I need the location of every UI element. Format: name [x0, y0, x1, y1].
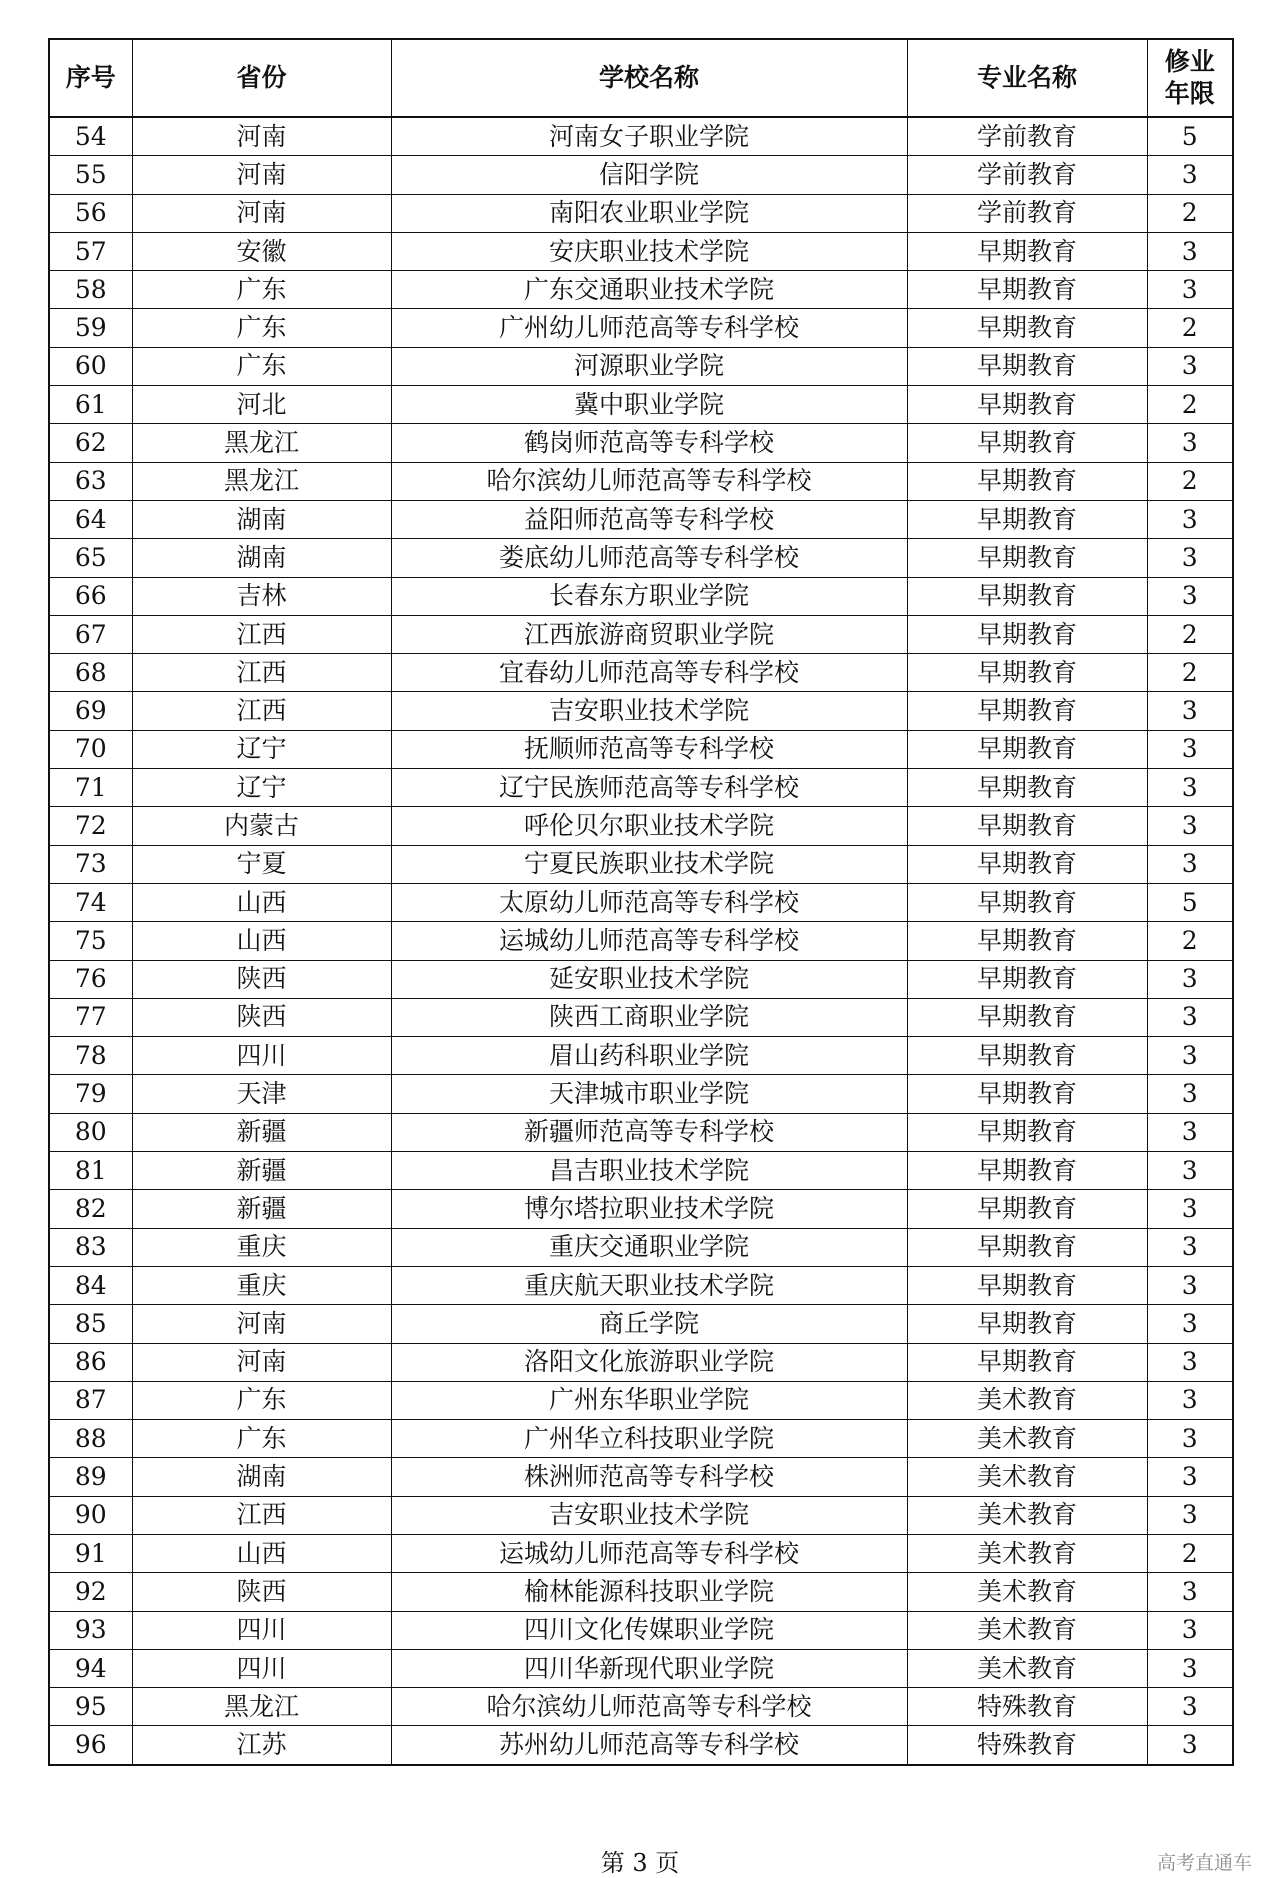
cell-school: 鹤岗师范高等专科学校	[391, 424, 907, 462]
cell-years: 3	[1147, 1037, 1233, 1075]
cell-province: 黑龙江	[132, 1688, 391, 1726]
table-row	[49, 1152, 1233, 1190]
cell-major: 学前教育	[907, 117, 1147, 156]
table-row	[49, 1458, 1233, 1496]
cell-major: 早期教育	[907, 309, 1147, 347]
table-row	[49, 1343, 1233, 1381]
cell-major: 早期教育	[907, 1305, 1147, 1343]
cell-years: 3	[1147, 1688, 1233, 1726]
table-row	[49, 462, 1233, 500]
cell-province: 广东	[132, 1381, 391, 1419]
cell-province: 江西	[132, 1496, 391, 1534]
cell-province: 吉林	[132, 577, 391, 615]
cell-school: 重庆航天职业技术学院	[391, 1266, 907, 1304]
header-major: 专业名称	[907, 39, 1147, 117]
table-row	[49, 500, 1233, 538]
cell-years: 3	[1147, 1305, 1233, 1343]
cell-province: 江西	[132, 692, 391, 730]
table-row	[49, 1726, 1233, 1765]
cell-index: 96	[49, 1726, 132, 1765]
cell-major: 早期教育	[907, 271, 1147, 309]
cell-index: 60	[49, 347, 132, 385]
cell-years: 3	[1147, 1381, 1233, 1419]
cell-major: 早期教育	[907, 615, 1147, 653]
cell-school: 吉安职业技术学院	[391, 1496, 907, 1534]
cell-major: 早期教育	[907, 922, 1147, 960]
cell-school: 四川华新现代职业学院	[391, 1649, 907, 1687]
cell-major: 早期教育	[907, 1152, 1147, 1190]
cell-school: 运城幼儿师范高等专科学校	[391, 922, 907, 960]
table-row	[49, 1496, 1233, 1534]
table-row	[49, 424, 1233, 462]
table-row	[49, 1573, 1233, 1611]
header-school: 学校名称	[391, 39, 907, 117]
cell-major: 早期教育	[907, 1266, 1147, 1304]
cell-years: 3	[1147, 692, 1233, 730]
cell-province: 江苏	[132, 1726, 391, 1765]
cell-province: 广东	[132, 1420, 391, 1458]
cell-index: 80	[49, 1113, 132, 1151]
cell-years: 3	[1147, 1343, 1233, 1381]
cell-index: 63	[49, 462, 132, 500]
cell-index: 91	[49, 1534, 132, 1572]
cell-province: 江西	[132, 615, 391, 653]
cell-years: 3	[1147, 1573, 1233, 1611]
cell-years: 2	[1147, 615, 1233, 653]
cell-index: 82	[49, 1190, 132, 1228]
table-row	[49, 1075, 1233, 1113]
cell-years: 3	[1147, 1611, 1233, 1649]
cell-years: 3	[1147, 577, 1233, 615]
table-row	[49, 539, 1233, 577]
cell-index: 89	[49, 1458, 132, 1496]
cell-province: 宁夏	[132, 845, 391, 883]
cell-school: 安庆职业技术学院	[391, 232, 907, 270]
cell-index: 57	[49, 232, 132, 270]
table-row	[49, 615, 1233, 653]
table-row	[49, 1037, 1233, 1075]
cell-years: 3	[1147, 424, 1233, 462]
cell-major: 早期教育	[907, 845, 1147, 883]
cell-index: 54	[49, 117, 132, 156]
cell-province: 山西	[132, 1534, 391, 1572]
table-row	[49, 1381, 1233, 1419]
cell-index: 65	[49, 539, 132, 577]
cell-major: 早期教育	[907, 1190, 1147, 1228]
cell-index: 70	[49, 730, 132, 768]
cell-years: 3	[1147, 1420, 1233, 1458]
cell-index: 94	[49, 1649, 132, 1687]
cell-index: 69	[49, 692, 132, 730]
cell-index: 81	[49, 1152, 132, 1190]
cell-index: 86	[49, 1343, 132, 1381]
cell-years: 2	[1147, 654, 1233, 692]
cell-years: 3	[1147, 539, 1233, 577]
cell-major: 早期教育	[907, 692, 1147, 730]
table-row	[49, 156, 1233, 194]
cell-school: 江西旅游商贸职业学院	[391, 615, 907, 653]
header-province: 省份	[132, 39, 391, 117]
cell-school: 重庆交通职业学院	[391, 1228, 907, 1266]
cell-province: 山西	[132, 922, 391, 960]
cell-major: 早期教育	[907, 539, 1147, 577]
cell-school: 株洲师范高等专科学校	[391, 1458, 907, 1496]
table-row	[49, 271, 1233, 309]
cell-index: 77	[49, 998, 132, 1036]
cell-province: 新疆	[132, 1190, 391, 1228]
cell-school: 冀中职业学院	[391, 386, 907, 424]
cell-index: 75	[49, 922, 132, 960]
table-row	[49, 347, 1233, 385]
cell-school: 苏州幼儿师范高等专科学校	[391, 1726, 907, 1765]
cell-major: 早期教育	[907, 347, 1147, 385]
cell-index: 67	[49, 615, 132, 653]
cell-index: 66	[49, 577, 132, 615]
cell-index: 72	[49, 807, 132, 845]
cell-index: 64	[49, 500, 132, 538]
cell-school: 呼伦贝尔职业技术学院	[391, 807, 907, 845]
cell-years: 3	[1147, 1113, 1233, 1151]
cell-province: 黑龙江	[132, 424, 391, 462]
table-row	[49, 1688, 1233, 1726]
cell-years: 3	[1147, 500, 1233, 538]
cell-province: 河南	[132, 156, 391, 194]
table-row	[49, 845, 1233, 883]
cell-years: 3	[1147, 1649, 1233, 1687]
table-row	[49, 1266, 1233, 1304]
cell-index: 74	[49, 883, 132, 921]
cell-major: 早期教育	[907, 883, 1147, 921]
cell-major: 美术教育	[907, 1496, 1147, 1534]
cell-major: 早期教育	[907, 960, 1147, 998]
cell-school: 眉山药科职业学院	[391, 1037, 907, 1075]
cell-major: 早期教育	[907, 1343, 1147, 1381]
cell-years: 2	[1147, 462, 1233, 500]
cell-years: 2	[1147, 309, 1233, 347]
table-row	[49, 232, 1233, 270]
cell-major: 早期教育	[907, 730, 1147, 768]
cell-province: 江西	[132, 654, 391, 692]
cell-index: 93	[49, 1611, 132, 1649]
cell-years: 3	[1147, 1496, 1233, 1534]
cell-index: 83	[49, 1228, 132, 1266]
cell-province: 广东	[132, 271, 391, 309]
cell-index: 79	[49, 1075, 132, 1113]
cell-province: 湖南	[132, 539, 391, 577]
cell-major: 美术教育	[907, 1458, 1147, 1496]
cell-years: 3	[1147, 1458, 1233, 1496]
cell-index: 73	[49, 845, 132, 883]
cell-school: 广州幼儿师范高等专科学校	[391, 309, 907, 347]
cell-index: 71	[49, 769, 132, 807]
table-row	[49, 1305, 1233, 1343]
cell-province: 四川	[132, 1649, 391, 1687]
header-years	[1147, 39, 1233, 117]
table-row	[49, 692, 1233, 730]
cell-years: 2	[1147, 194, 1233, 232]
cell-major: 早期教育	[907, 386, 1147, 424]
cell-school: 商丘学院	[391, 1305, 907, 1343]
cell-school: 哈尔滨幼儿师范高等专科学校	[391, 462, 907, 500]
cell-school: 广州东华职业学院	[391, 1381, 907, 1419]
cell-province: 辽宁	[132, 769, 391, 807]
cell-years: 3	[1147, 769, 1233, 807]
cell-index: 55	[49, 156, 132, 194]
table-row	[49, 807, 1233, 845]
cell-province: 天津	[132, 1075, 391, 1113]
table-header	[49, 39, 1233, 117]
cell-school: 哈尔滨幼儿师范高等专科学校	[391, 1688, 907, 1726]
cell-school: 信阳学院	[391, 156, 907, 194]
cell-province: 重庆	[132, 1266, 391, 1304]
cell-school: 博尔塔拉职业技术学院	[391, 1190, 907, 1228]
cell-school: 陕西工商职业学院	[391, 998, 907, 1036]
cell-school: 运城幼儿师范高等专科学校	[391, 1534, 907, 1572]
cell-school: 宜春幼儿师范高等专科学校	[391, 654, 907, 692]
table-row	[49, 922, 1233, 960]
cell-years: 2	[1147, 1534, 1233, 1572]
cell-school: 抚顺师范高等专科学校	[391, 730, 907, 768]
cell-school: 昌吉职业技术学院	[391, 1152, 907, 1190]
header-years-line1: 修业	[1164, 47, 1215, 76]
cell-school: 长春东方职业学院	[391, 577, 907, 615]
table-row	[49, 1420, 1233, 1458]
cell-province: 湖南	[132, 1458, 391, 1496]
header-row	[49, 39, 1233, 117]
cell-major: 早期教育	[907, 769, 1147, 807]
cell-index: 88	[49, 1420, 132, 1458]
header-years-line2: 年限	[1164, 79, 1215, 108]
table-row	[49, 117, 1233, 156]
cell-major: 美术教育	[907, 1649, 1147, 1687]
cell-years: 3	[1147, 156, 1233, 194]
cell-school: 延安职业技术学院	[391, 960, 907, 998]
cell-school: 宁夏民族职业技术学院	[391, 845, 907, 883]
cell-province: 新疆	[132, 1113, 391, 1151]
cell-major: 学前教育	[907, 194, 1147, 232]
cell-years: 3	[1147, 807, 1233, 845]
cell-years: 3	[1147, 1190, 1233, 1228]
table-row	[49, 194, 1233, 232]
cell-years: 3	[1147, 1266, 1233, 1304]
cell-province: 黑龙江	[132, 462, 391, 500]
cell-years: 3	[1147, 232, 1233, 270]
cell-major: 早期教育	[907, 462, 1147, 500]
cell-major: 早期教育	[907, 1075, 1147, 1113]
cell-years: 3	[1147, 347, 1233, 385]
table-row	[49, 960, 1233, 998]
cell-years: 3	[1147, 271, 1233, 309]
cell-years: 5	[1147, 117, 1233, 156]
table-row	[49, 730, 1233, 768]
cell-index: 68	[49, 654, 132, 692]
cell-years: 3	[1147, 1228, 1233, 1266]
cell-school: 太原幼儿师范高等专科学校	[391, 883, 907, 921]
table-row	[49, 1611, 1233, 1649]
table-row	[49, 386, 1233, 424]
cell-school: 新疆师范高等专科学校	[391, 1113, 907, 1151]
table-row	[49, 1113, 1233, 1151]
table-row	[49, 1534, 1233, 1572]
cell-major: 早期教育	[907, 1228, 1147, 1266]
cell-school: 河南女子职业学院	[391, 117, 907, 156]
cell-major: 早期教育	[907, 500, 1147, 538]
cell-province: 重庆	[132, 1228, 391, 1266]
cell-province: 河北	[132, 386, 391, 424]
cell-school: 榆林能源科技职业学院	[391, 1573, 907, 1611]
header-index: 序号	[49, 39, 132, 117]
cell-province: 陕西	[132, 1573, 391, 1611]
cell-index: 78	[49, 1037, 132, 1075]
cell-major: 早期教育	[907, 577, 1147, 615]
cell-school: 洛阳文化旅游职业学院	[391, 1343, 907, 1381]
cell-province: 河南	[132, 194, 391, 232]
cell-province: 河南	[132, 1305, 391, 1343]
cell-province: 广东	[132, 347, 391, 385]
cell-school: 广州华立科技职业学院	[391, 1420, 907, 1458]
table-row	[49, 1649, 1233, 1687]
cell-province: 陕西	[132, 960, 391, 998]
cell-index: 58	[49, 271, 132, 309]
cell-province: 山西	[132, 883, 391, 921]
table-row	[49, 309, 1233, 347]
cell-school: 吉安职业技术学院	[391, 692, 907, 730]
cell-index: 85	[49, 1305, 132, 1343]
cell-major: 早期教育	[907, 1037, 1147, 1075]
cell-index: 87	[49, 1381, 132, 1419]
cell-major: 美术教育	[907, 1611, 1147, 1649]
cell-province: 辽宁	[132, 730, 391, 768]
cell-major: 美术教育	[907, 1420, 1147, 1458]
cell-province: 安徽	[132, 232, 391, 270]
table-body	[49, 117, 1233, 1765]
watermark-text: 高考直通车	[1156, 1852, 1252, 1874]
cell-major: 美术教育	[907, 1534, 1147, 1572]
page-number: 第 3 页	[600, 1849, 680, 1877]
table-row	[49, 577, 1233, 615]
cell-index: 76	[49, 960, 132, 998]
cell-province: 新疆	[132, 1152, 391, 1190]
cell-years: 3	[1147, 998, 1233, 1036]
cell-school: 广东交通职业技术学院	[391, 271, 907, 309]
cell-years: 5	[1147, 883, 1233, 921]
cell-school: 娄底幼儿师范高等专科学校	[391, 539, 907, 577]
cell-major: 学前教育	[907, 156, 1147, 194]
cell-school: 河源职业学院	[391, 347, 907, 385]
cell-province: 湖南	[132, 500, 391, 538]
table-row	[49, 1228, 1233, 1266]
cell-major: 特殊教育	[907, 1688, 1147, 1726]
cell-years: 3	[1147, 960, 1233, 998]
cell-province: 河南	[132, 117, 391, 156]
cell-major: 早期教育	[907, 998, 1147, 1036]
cell-major: 美术教育	[907, 1381, 1147, 1419]
cell-province: 陕西	[132, 998, 391, 1036]
table-row	[49, 883, 1233, 921]
table-row	[49, 769, 1233, 807]
cell-province: 四川	[132, 1037, 391, 1075]
cell-major: 早期教育	[907, 424, 1147, 462]
cell-major: 特殊教育	[907, 1726, 1147, 1765]
cell-major: 美术教育	[907, 1573, 1147, 1611]
cell-index: 84	[49, 1266, 132, 1304]
cell-major: 早期教育	[907, 232, 1147, 270]
table-row	[49, 654, 1233, 692]
cell-years: 2	[1147, 922, 1233, 960]
cell-years: 3	[1147, 845, 1233, 883]
cell-years: 3	[1147, 730, 1233, 768]
cell-major: 早期教育	[907, 654, 1147, 692]
school-major-table	[48, 38, 1234, 1766]
cell-school: 辽宁民族师范高等专科学校	[391, 769, 907, 807]
cell-major: 早期教育	[907, 807, 1147, 845]
cell-province: 内蒙古	[132, 807, 391, 845]
cell-index: 62	[49, 424, 132, 462]
cell-index: 90	[49, 1496, 132, 1534]
cell-province: 广东	[132, 309, 391, 347]
cell-years: 3	[1147, 1152, 1233, 1190]
cell-index: 95	[49, 1688, 132, 1726]
cell-province: 四川	[132, 1611, 391, 1649]
cell-index: 61	[49, 386, 132, 424]
table-row	[49, 998, 1233, 1036]
cell-years: 3	[1147, 1726, 1233, 1765]
cell-school: 益阳师范高等专科学校	[391, 500, 907, 538]
cell-years: 2	[1147, 386, 1233, 424]
cell-province: 河南	[132, 1343, 391, 1381]
cell-major: 早期教育	[907, 1113, 1147, 1151]
cell-index: 59	[49, 309, 132, 347]
cell-index: 92	[49, 1573, 132, 1611]
cell-school: 四川文化传媒职业学院	[391, 1611, 907, 1649]
cell-years: 3	[1147, 1075, 1233, 1113]
cell-index: 56	[49, 194, 132, 232]
cell-school: 南阳农业职业学院	[391, 194, 907, 232]
table-row	[49, 1190, 1233, 1228]
cell-school: 天津城市职业学院	[391, 1075, 907, 1113]
